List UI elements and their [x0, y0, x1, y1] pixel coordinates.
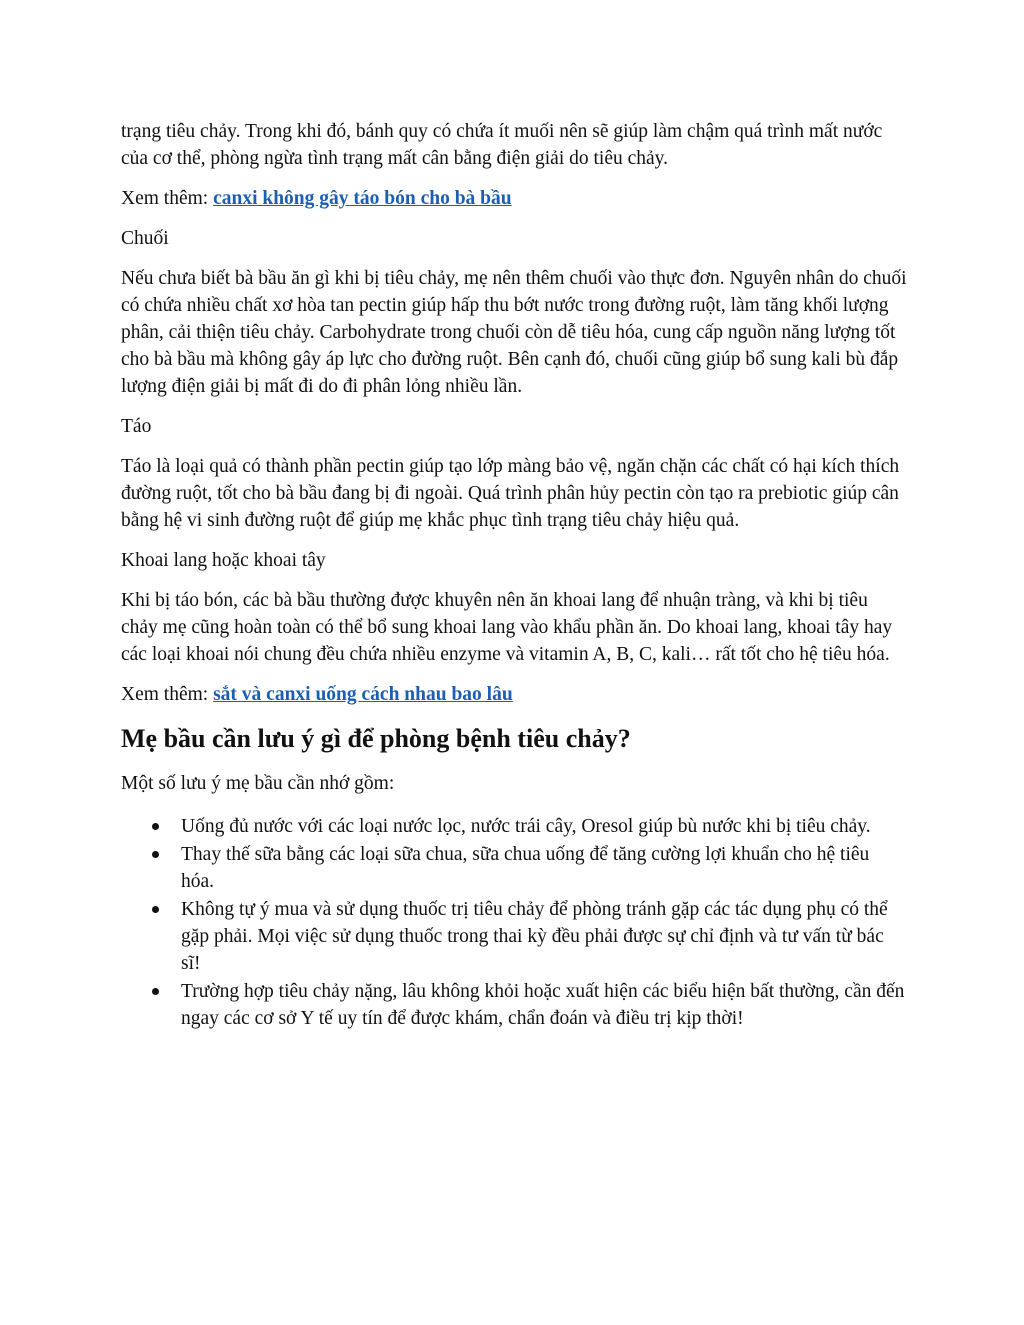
- see-also-1-link[interactable]: canxi không gây táo bón cho bà bầu: [213, 188, 512, 209]
- banana-text: Nếu chưa biết bà bầu ăn gì khi bị tiêu chảy, mẹ nên thêm chuối vào thực đơn. Nguyên nhân do chuối có chứa nhiều chất xơ hòa tan pectin giúp hấp thu bớt nước trong đường ruột, làm tăng khối lượng phân, cải thiện tiêu chảy. Carbohydrate trong chuối còn dễ tiêu hóa, cung cấp nguồn năng lượng tốt cho bà bầu mà không gây áp lực cho đường ruột. Bên cạnh đó, chuối cũng giúp bổ sung kali bù đắp lượng điện giải bị mất đi do đi phân lỏng nhiều lần.: [121, 268, 907, 397]
- banana-heading: Chuối: [121, 228, 169, 249]
- bullet-icon: [152, 851, 159, 858]
- tips-list: [121, 813, 907, 1032]
- list-item-text: Không tự ý mua và sử dụng thuốc trị tiêu chảy để phòng tránh gặp các tác dụng phụ có thể gặp phải. Mọi việc sử dụng thuốc trong thai kỳ đều phải được sự chỉ định và tư vấn từ bác sĩ!: [181, 899, 888, 974]
- section-title: Mẹ bầu cần lưu ý gì để phòng bệnh tiêu chảy?: [121, 724, 631, 753]
- section-intro: Một số lưu ý mẹ bầu cần nhớ gồm:: [121, 773, 395, 794]
- see-also-2-link[interactable]: sắt và canxi uống cách nhau bao lâu: [213, 684, 513, 705]
- bullet-icon: [152, 906, 159, 913]
- paragraph-intro: trạng tiêu chảy. Trong khi đó, bánh quy có chứa ít muối nên sẽ giúp làm chậm quá trình mất nước của cơ thể, phòng ngừa tình trạng mất cân bằng điện giải do tiêu chảy.: [121, 121, 883, 169]
- see-also-2: [121, 681, 907, 708]
- potato-text: Khi bị táo bón, các bà bầu thường được khuyên nên ăn khoai lang để nhuận tràng, và khi bị tiêu chảy mẹ cũng hoàn toàn có thể bổ sung khoai lang vào khẩu phần ăn. Do khoai lang, khoai tây hay các loại khoai nói chung đều chứa nhiều enzyme và vitamin A, B, C, kali… rất tốt cho hệ tiêu hóa.: [121, 590, 893, 665]
- document-page: [121, 118, 907, 1033]
- list-item: [121, 978, 907, 1032]
- list-item: [121, 841, 907, 895]
- see-also-1: [121, 185, 907, 212]
- list-item-text: Uống đủ nước với các loại nước lọc, nước trái cây, Oresol giúp bù nước khi bị tiêu chảy.: [181, 816, 871, 837]
- bullet-icon: [152, 823, 159, 830]
- see-also-1-prefix: Xem thêm:: [121, 188, 214, 209]
- apple-heading: Táo: [121, 416, 152, 437]
- list-item-text: Thay thế sữa bằng các loại sữa chua, sữa chua uống để tăng cường lợi khuẩn cho hệ tiêu hóa.: [181, 844, 870, 892]
- list-item-text: Trường hợp tiêu chảy nặng, lâu không khỏi hoặc xuất hiện các biểu hiện bất thường, cần đến ngay các cơ sở Y tế uy tín để được khám, chẩn đoán và điều trị kịp thời!: [181, 981, 905, 1029]
- potato-heading: Khoai lang hoặc khoai tây: [121, 550, 326, 571]
- bullet-icon: [152, 988, 159, 995]
- list-item: [121, 813, 907, 840]
- see-also-2-prefix: Xem thêm:: [121, 684, 214, 705]
- list-item: [121, 896, 907, 977]
- apple-text: Táo là loại quả có thành phần pectin giúp tạo lớp màng bảo vệ, ngăn chặn các chất có hại kích thích đường ruột, tốt cho bà bầu đang bị đi ngoài. Quá trình phân hủy pectin còn tạo ra prebiotic giúp cân bằng hệ vi sinh đường ruột để giúp mẹ khắc phục tình trạng tiêu chảy hiệu quả.: [121, 456, 900, 531]
